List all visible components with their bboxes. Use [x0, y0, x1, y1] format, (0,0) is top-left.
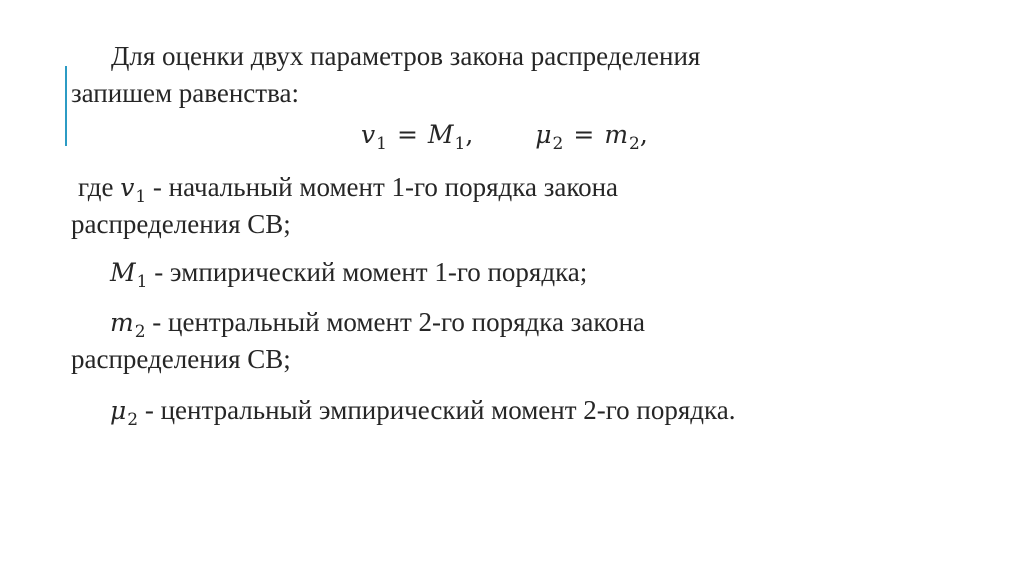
intro-line-1: Для оценки двух параметров закона распределения — [111, 41, 701, 71]
eq-comma-1: , — [465, 120, 474, 149]
def3-text-1: - центральный момент 2-го порядка закона — [152, 307, 646, 337]
def1-prefix: где — [78, 172, 114, 202]
eq-equals-2: = — [573, 120, 595, 149]
eq-mu-symbol: μ — [535, 120, 552, 149]
def1-index: 1 — [135, 187, 147, 207]
def4-symbol: μ — [110, 396, 127, 425]
definition-m2-line-1 — [110, 306, 645, 342]
equation — [361, 119, 648, 154]
eq-M-index: 1 — [454, 134, 466, 154]
def4-text: - центральный эмпирический момент 2-го порядка. — [144, 395, 736, 425]
eq-m-symbol: m — [604, 120, 629, 149]
definition-v1-line-1 — [78, 171, 618, 207]
accent-bar — [65, 66, 67, 146]
eq-v-symbol: v — [361, 120, 376, 149]
def3-index: 2 — [134, 322, 146, 342]
definition-v1-line-2: распределения СВ; — [71, 209, 291, 239]
eq-m-index: 2 — [629, 134, 640, 154]
def2-text: - эмпирический момент 1-го порядка; — [154, 257, 588, 287]
eq-comma-2: , — [639, 120, 648, 149]
eq-mu-index: 2 — [552, 134, 564, 154]
def4-index: 2 — [127, 410, 139, 430]
def1-symbol: v — [120, 173, 135, 202]
def1-text-1: - начальный момент 1-го порядка закона — [152, 172, 619, 202]
eq-equals-1: = — [396, 120, 418, 149]
def2-index: 1 — [136, 272, 148, 292]
def2-symbol: M — [110, 258, 136, 287]
def3-symbol: m — [110, 308, 134, 337]
eq-M-symbol: M — [427, 120, 454, 149]
definition-mu2 — [110, 394, 735, 430]
definition-M1 — [110, 256, 587, 292]
eq-v-index: 1 — [376, 134, 387, 154]
intro-line-2: запишем равенства: — [71, 78, 299, 108]
definition-m2-line-2: распределения СВ; — [71, 344, 291, 374]
